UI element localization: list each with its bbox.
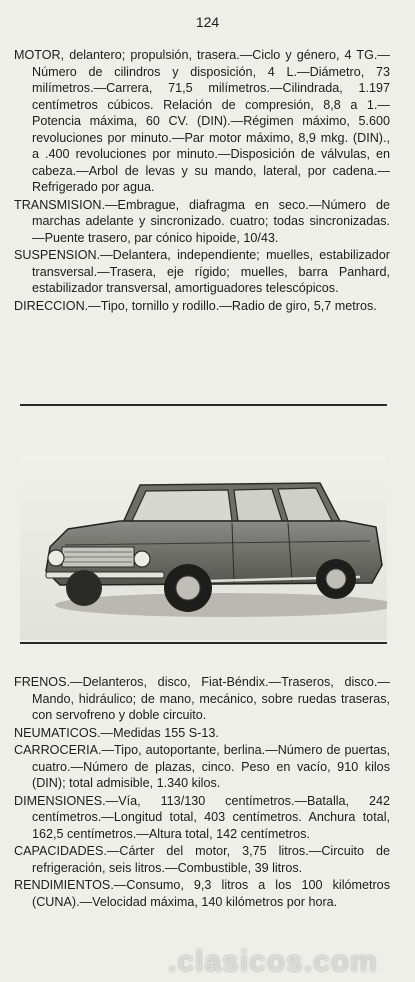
spec-dimensiones [14, 793, 390, 843]
spec-text: .—Embrague, diafragma en seco.—Número de marchas adelante y sincronizado. cuatro; todas sincronizadas.—Puente trasero, par cónico hipoide, 10/43. [32, 197, 390, 245]
divider-bottom [20, 642, 387, 644]
spec-text: , delantero; propulsión, trasera.—Ciclo y género, 4 TG.—Número de cilindros y disposición, 4 L.—Diámetro, 73 milímetros.—Carrera, 71,5 milímetros.—Cilindrada, 1.197 centímetros cúbicos. Relación de compresión, 8,8 a 1.—Potencia máxima, 60 CV. (DIN).—Régimen máximo, 5.600 revoluciones por minuto.—Par motor máximo, 8,9 mkg. (DIN)., a .400 revoluciones por minuto.—Disposición de válvulas, en cabeza.—Arbol de levas y su mando, lateral, por cadena.—Refrigerado por agua. [32, 48, 390, 194]
spec-label: DIRECCION [14, 298, 85, 313]
spec-label: CARROCERIA [14, 743, 98, 757]
specs-top-section [14, 47, 390, 315]
spec-text: .—Vía, 113/130 centímetros.—Batalla, 242 centímetros.—Longitud total, 403 centímetros. Anchura total, 162,5 centímetros.—Altura total, 142 centímetros. [32, 793, 390, 841]
spec-frenos [14, 674, 390, 724]
spec-text: .—Delantera, independiente; muelles, estabilizador transversal.—Trasera, eje rígido; muelles, barra Panhard, estabilizador transversal, amortiguadores telescópicos. [32, 248, 390, 295]
spec-label: TRANSMISION [14, 197, 102, 212]
car-photo [20, 455, 387, 640]
spec-text: .—Consumo, 9,3 litros a los 100 kilómetros (CUNA).—Velocidad máxima, 140 kilómetros por hora. [32, 878, 390, 909]
spec-label: NEUMATICOS [14, 725, 98, 740]
spec-text: .—Delanteros, disco, Fiat-Béndix.—Traseros, disco.—Mando, hidráulico; de mano, mecánico, sobre ruedas traseras, con servofreno y doble circuito. [32, 675, 390, 722]
watermark: .clasicos.com [168, 945, 378, 978]
spec-label: MOTOR [14, 48, 61, 62]
spec-direccion [14, 298, 390, 315]
spec-suspension [14, 247, 390, 297]
spec-carroceria [14, 742, 390, 792]
spec-text: .—Tipo, tornillo y rodillo.—Radio de giro, 5,7 metros. [84, 298, 377, 313]
spec-label: DIMENSIONES [14, 793, 103, 808]
spec-neumaticos [14, 725, 390, 742]
page-number: 124 [195, 14, 220, 30]
specs-bottom-section [14, 674, 390, 911]
spec-text: .—Tipo, autoportante, berlina.—Número de puertas, cuatro.—Número de plazas, cinco. Peso en vacío, 910 kilos (DIN); total admisible, 1.340 kilos. [32, 743, 390, 790]
spec-text: .—Medidas 155 S-13. [97, 725, 219, 740]
divider-top [20, 404, 387, 406]
spec-motor [14, 47, 390, 196]
spec-capacidades [14, 843, 390, 876]
spec-label: SUSPENSION [14, 248, 97, 262]
spec-label: CAPACIDADES [14, 844, 104, 858]
spec-label: RENDIMIENTOS [14, 878, 111, 892]
spec-label: FRENOS [14, 675, 67, 689]
car-illustration [20, 455, 387, 640]
spec-rendimientos [14, 877, 390, 910]
spec-transmision [14, 197, 390, 247]
spec-text: .—Cárter del motor, 3,75 litros.—Circuito de refrigeración, seis litros.—Combustible, 39 litros. [32, 844, 390, 875]
